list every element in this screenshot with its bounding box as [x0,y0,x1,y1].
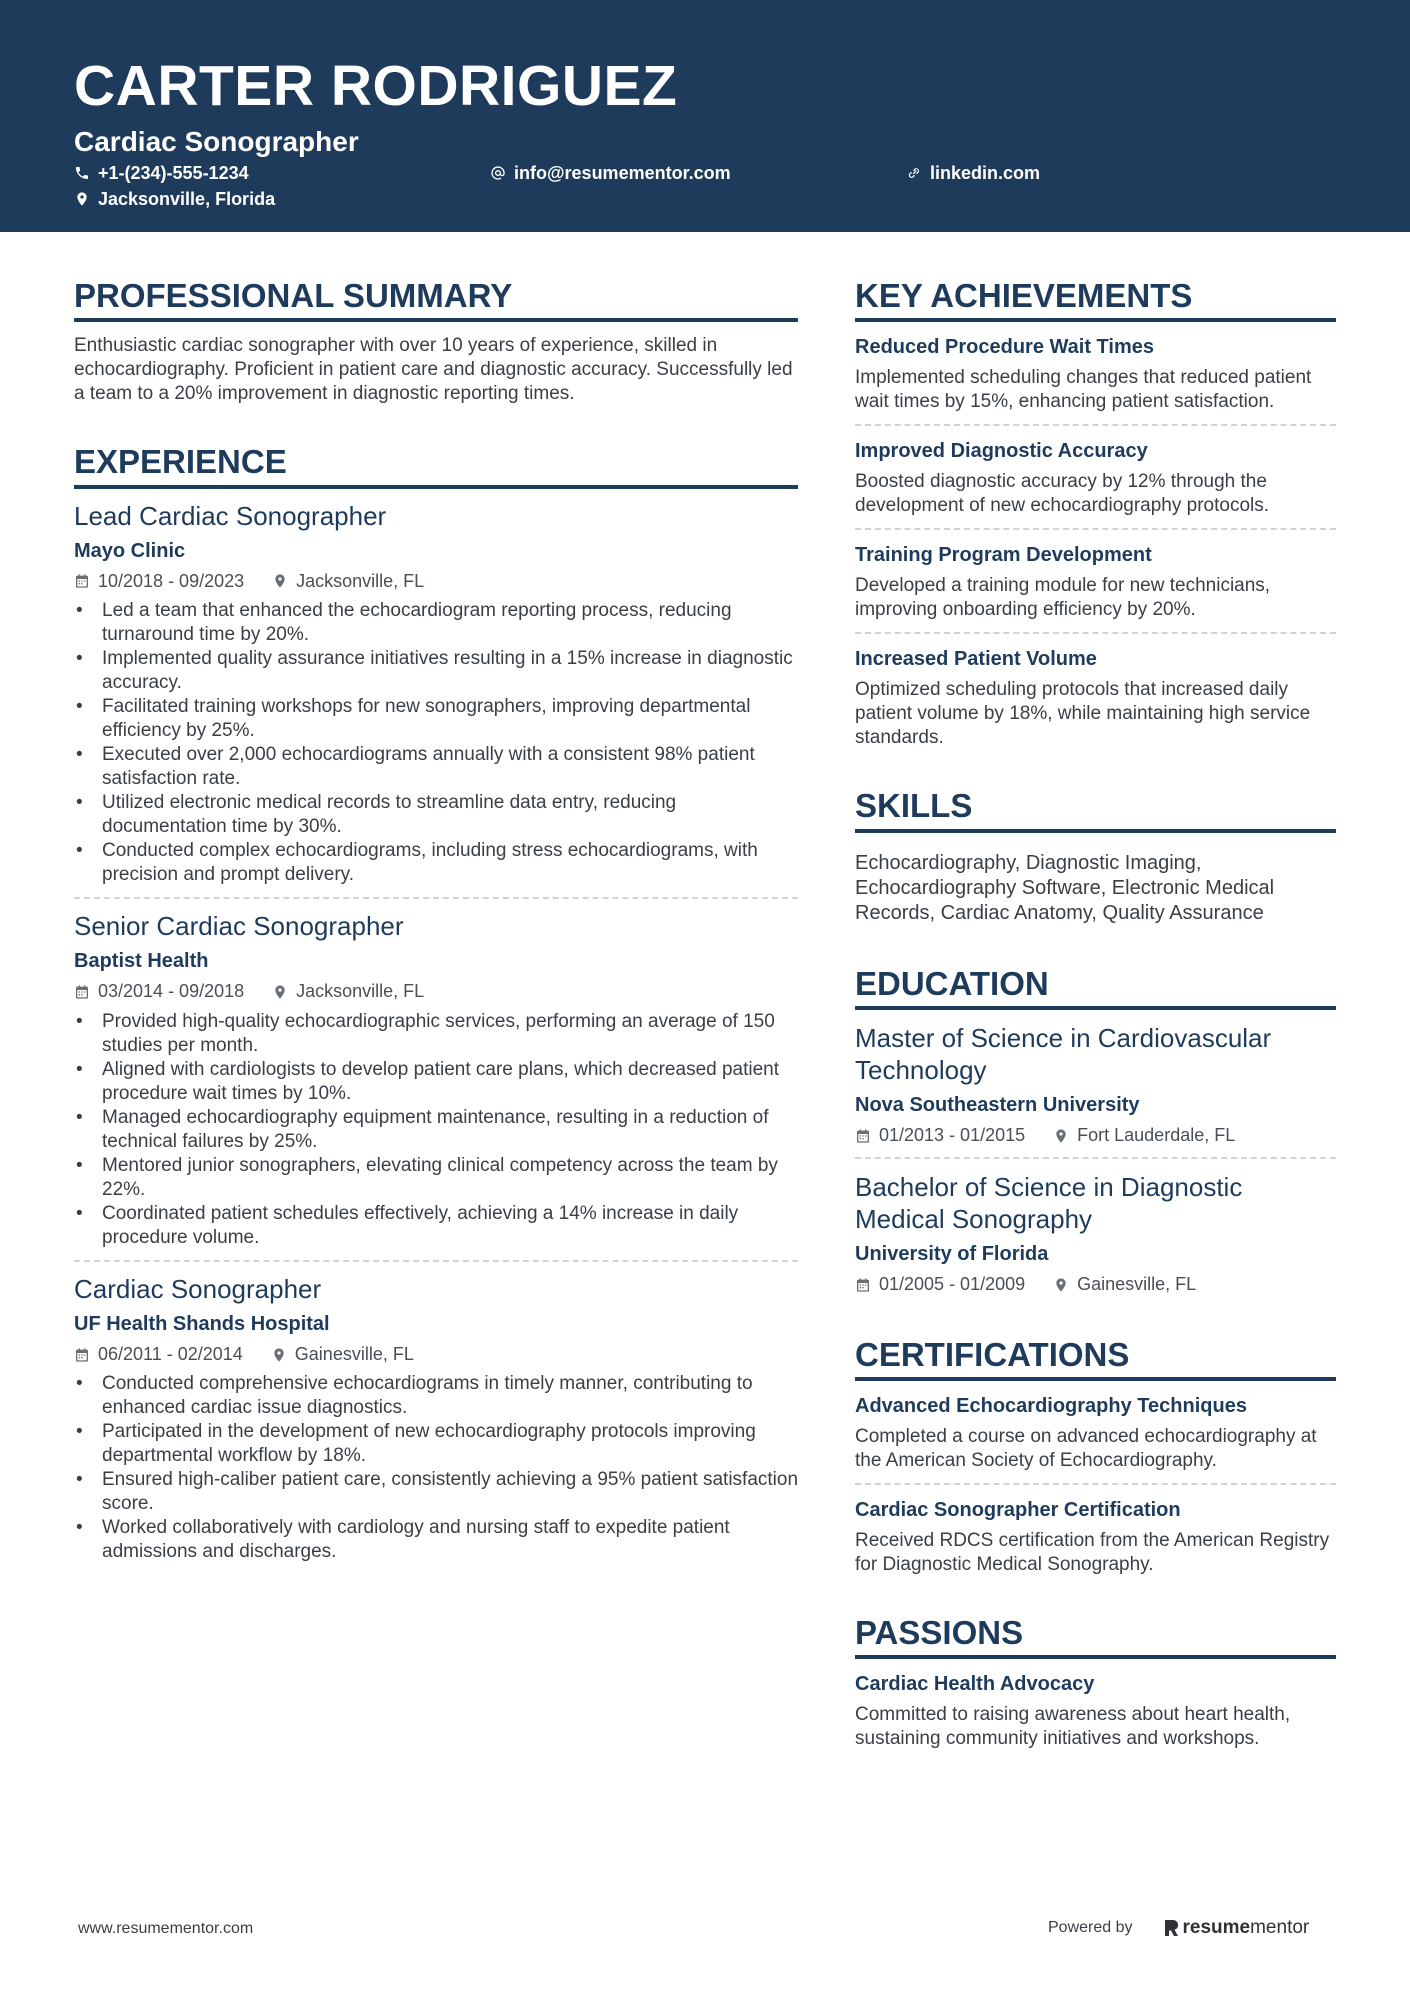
achievement-desc: Implemented scheduling changes that reduced patient wait times by 15%, enhancing patient satisfaction. [855,367,1312,413]
bullet-item: • Ensured high-caliber patient care, consistently achieving a 95% patient satisfaction score. [74,1468,798,1516]
education-degree: Master of Science in Cardiovascular Technology [855,1022,1272,1085]
achievement-title: Improved Diagnostic Accuracy [855,440,1148,463]
achievement-desc: Optimized scheduling protocols that increased daily patient volume by 18%, while maintaining high service standards. [855,679,1311,749]
achievement-desc: Boosted diagnostic accuracy by 12% through the development of new echocardiography protocols. [855,471,1270,517]
education-school: University of Florida [855,1243,1049,1266]
achievement-title: Reduced Procedure Wait Times [855,336,1154,359]
company-name: UF Health Shands Hospital [74,1312,330,1335]
passions-heading: PASSIONS [855,1615,1336,1659]
certification-item [855,1497,1336,1577]
job-meta [74,1343,798,1366]
achievement-title: Increased Patient Volume [855,648,1097,671]
experience-heading: EXPERIENCE [74,444,798,488]
divider [855,424,1336,426]
bullet-item: • Mentored junior sonographers, elevating clinical competency across the team by 22%. [74,1154,798,1202]
achievement-item [855,334,1336,414]
certification-title: Advanced Echocardiography Techniques [855,1394,1247,1417]
job-bullets [74,1010,798,1250]
calendar-icon [855,1277,871,1293]
right-column [855,278,1336,1751]
education-heading: EDUCATION [855,966,1336,1010]
bullet-item: • Aligned with cardiologists to develop patient care plans, which decreased patient procedure wait times by 10%. [74,1058,798,1106]
bullet-item: • Implemented quality assurance initiatives resulting in a 15% increase in diagnostic accuracy. [74,647,798,695]
skills-heading: SKILLS [855,788,1336,832]
at-icon [490,165,506,181]
header-banner [0,0,1410,232]
location-contact [74,190,275,208]
summary-heading: PROFESSIONAL SUMMARY [74,278,798,322]
divider [74,1260,798,1262]
footer-website[interactable]: www.resumementor.com [78,1920,254,1937]
company-name: Mayo Clinic [74,539,186,562]
brand-light: mentor [1250,1917,1310,1938]
job-bullets [74,599,798,887]
job-entry [74,501,798,888]
certification-title: Cardiac Sonographer Certification [855,1498,1181,1521]
phone-text: +1-(234)-555-1234 [98,163,249,183]
job-meta [74,980,798,1003]
achievement-item [855,438,1336,518]
divider [855,528,1336,530]
certifications-heading: CERTIFICATIONS [855,1337,1336,1381]
location-pin-icon [272,984,288,1000]
location-pin-icon [271,1347,287,1363]
bullet-item: • Worked collaboratively with cardiology and nursing staff to expedite patient admissions and discharges. [74,1516,798,1564]
divider [855,1483,1336,1485]
email-text: info@resumementor.com [514,163,731,183]
divider [855,632,1336,634]
certification-item [855,1393,1336,1473]
achievement-item [855,542,1336,622]
education-item [855,1022,1336,1147]
bullet-item: • Conducted comprehensive echocardiograms in timely manner, contributing to enhanced cardiac issue diagnostics. [74,1372,798,1420]
education-dates: 01/2013 - 01/2015 [879,1124,1026,1145]
brand-logo[interactable] [1163,1917,1310,1939]
linkedin-contact[interactable] [906,164,1040,182]
bullet-item: • Managed echocardiography equipment maintenance, resulting in a reduction of technical failures by 25%. [74,1106,798,1154]
divider [74,897,798,899]
passion-desc: Committed to raising awareness about heart health, sustaining community initiatives and workshops. [855,1704,1291,1750]
location-text: Jacksonville, Florida [98,189,276,209]
location-pin-icon [74,191,90,207]
link-icon [906,165,922,181]
job-entry [74,1274,798,1565]
achievement-item [855,646,1336,750]
powered-by-text: Powered by [1048,1919,1133,1936]
achievements-heading: KEY ACHIEVEMENTS [855,278,1336,322]
bullet-item: • Conducted complex echocardiograms, including stress echocardiograms, with precision and prompt delivery. [74,839,798,887]
calendar-icon [74,573,90,589]
bullet-item: • Provided high-quality echocardiographic services, performing an average of 150 studies per month. [74,1010,798,1058]
divider [855,1157,1336,1159]
location-pin-icon [272,573,288,589]
education-school: Nova Southeastern University [855,1093,1140,1116]
education-dates: 01/2005 - 01/2009 [879,1274,1026,1295]
email-contact[interactable] [490,164,731,182]
education-location: Fort Lauderdale, FL [1077,1124,1236,1145]
job-dates: 10/2018 - 09/2023 [98,570,245,591]
calendar-icon [855,1128,871,1144]
bullet-item: • Facilitated training workshops for new sonographers, improving departmental efficiency by 25%. [74,695,798,743]
passion-item [855,1671,1336,1751]
candidate-role: Cardiac Sonographer [74,126,359,157]
education-meta [855,1124,1336,1147]
achievement-desc: Developed a training module for new technicians, improving onboarding efficiency by 20%. [855,575,1271,621]
location-pin-icon [1053,1128,1069,1144]
education-degree: Bachelor of Science in Diagnostic Medical Sonography [855,1172,1243,1235]
bullet-item: • Coordinated patient schedules effectively, achieving a 14% increase in daily procedure volume. [74,1202,798,1250]
calendar-icon [74,984,90,1000]
job-dates: 03/2014 - 09/2018 [98,981,245,1002]
bullet-item: • Executed over 2,000 echocardiograms annually with a consistent 98% patient satisfaction rate. [74,743,798,791]
achievement-title: Training Program Development [855,544,1152,567]
job-title: Senior Cardiac Sonographer [74,911,404,942]
bullet-item: • Utilized electronic medical records to streamline data entry, reducing documentation time by 30%. [74,791,798,839]
job-location: Jacksonville, FL [296,570,425,591]
bullet-item: • Led a team that enhanced the echocardiogram reporting process, reducing turnaround time by 20%. [74,599,798,647]
job-entry [74,911,798,1250]
resumementor-logo-icon [1163,1918,1179,1938]
bullet-item: • Participated in the development of new echocardiography protocols improving departmental workflow by 18%. [74,1420,798,1468]
education-meta [855,1273,1336,1296]
brand-bold: resume [1182,1917,1251,1938]
job-meta [74,570,798,593]
phone-contact[interactable] [74,164,249,182]
certification-desc: Completed a course on advanced echocardiography at the American Society of Echocardiography. [855,1425,1317,1471]
job-title: Cardiac Sonographer [74,1273,322,1304]
location-pin-icon [1053,1277,1069,1293]
education-location: Gainesville, FL [1077,1274,1197,1295]
calendar-icon [74,1347,90,1363]
phone-icon [74,165,90,181]
education-item [855,1171,1336,1296]
footer-powered [1048,1917,1309,1939]
company-name: Baptist Health [74,950,209,973]
summary-text: Enthusiastic cardiac sonographer with over 10 years of experience, skilled in echocardiography. Proficient in patient care and diagnostic accuracy. Successfully led a team to a 20% improvement in diagnostic reporting times. [74,335,793,405]
certification-desc: Received RDCS certification from the American Registry for Diagnostic Medical Sonography. [855,1529,1330,1575]
skills-text: Echocardiography, Diagnostic Imaging, Echocardiography Software, Electronic Medical Records, Cardiac Anatomy, Quality Assurance [855,851,1275,924]
candidate-name: CARTER RODRIGUEZ [74,54,678,118]
job-location: Gainesville, FL [294,1343,414,1364]
job-bullets [74,1372,798,1564]
passion-title: Cardiac Health Advocacy [855,1673,1095,1696]
job-location: Jacksonville, FL [296,981,425,1002]
left-column [74,278,798,1564]
job-title: Lead Cardiac Sonographer [74,500,387,531]
linkedin-text: linkedin.com [930,163,1041,183]
job-dates: 06/2011 - 02/2014 [98,1343,243,1364]
